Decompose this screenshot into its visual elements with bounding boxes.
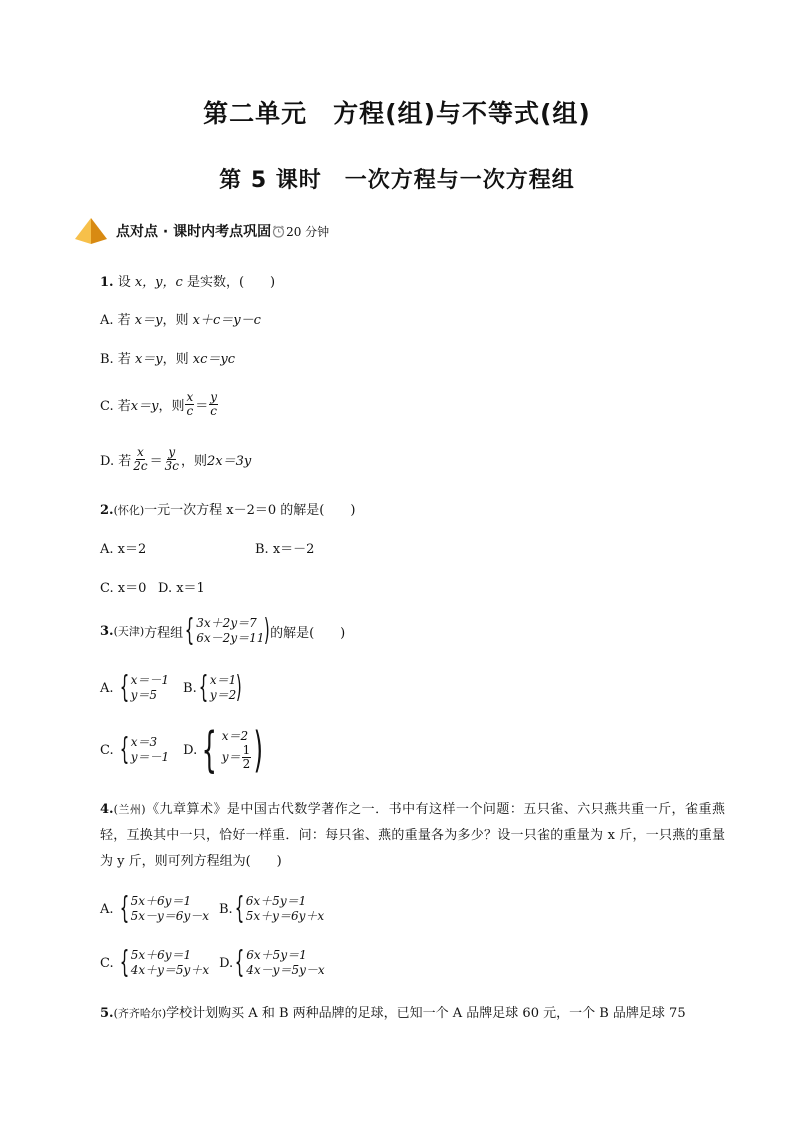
q4-d-eq1: 6x＋5y＝1	[246, 948, 307, 962]
q3-option-c: { x＝3 y＝－1	[119, 732, 170, 767]
q4-a-label: A.	[100, 901, 114, 917]
q3-c-label: C.	[100, 742, 114, 758]
q1-number: 1.	[100, 275, 114, 290]
q4-text: 《九章算术》是中国古代数学著作之一．书中有这样一个问题：五只雀、六只燕共重一斤，雀重燕轻，互换其中一只，恰好一样重．问：每只雀、燕的重量各为多少？设一只雀的重量为 x 斤，一只燕的重量为 y 斤，则可列方程组为( )	[100, 802, 725, 869]
q3-eq2: 6x－2y＝11	[196, 631, 265, 645]
q3-source: (天津)	[113, 625, 145, 638]
q1-b-result: xc＝yc	[192, 352, 236, 367]
q5-number: 5.	[100, 1006, 114, 1021]
q3-d-eq2-num: 1	[242, 743, 251, 757]
q1-stem	[100, 271, 275, 290]
q4-b-label: B.	[219, 901, 233, 917]
q3-a-eq2: y＝5	[130, 688, 158, 702]
q1-option-c	[100, 387, 219, 421]
q1-c-label: C. 若	[100, 398, 131, 414]
q2-number: 2.	[100, 503, 114, 518]
q3-options-ab	[100, 671, 242, 705]
q2-option-d: D. x＝1	[158, 581, 205, 596]
q3-c-eq2: y＝－1	[130, 750, 170, 764]
q1-d-f1-den: 2c	[133, 458, 148, 473]
q1-c-f1-num: x	[186, 389, 194, 404]
q4-source: (兰州)	[113, 803, 146, 816]
q3-d-eq2-lhs: y＝	[221, 750, 241, 764]
q1-c-mid: ，则	[158, 398, 185, 414]
q4-option-a: { 5x＋6y＝1 5x－y＝6y－x	[119, 891, 209, 926]
q4-b-eq1: 6x＋5y＝1	[245, 894, 307, 908]
q1-d-fraction-right	[164, 446, 180, 473]
q3-eq1: 3x＋2y＝7	[196, 616, 257, 630]
q4-c-eq1: 5x＋6y＝1	[130, 948, 192, 962]
q3-b-eq1: x＝1	[209, 673, 237, 687]
q5-text: 学校计划购买 A 和 B 两种品牌的足球，已知一个 A 品牌足球 60 元，一个 B 品牌足球 75	[166, 1006, 686, 1021]
q4-b-eq2: 5x＋y＝6y＋x	[245, 909, 325, 923]
q1-c-eq: ＝	[195, 398, 209, 414]
q3-c-eq1: x＝3	[130, 735, 158, 749]
q1-c-f2-num: y	[210, 389, 218, 404]
q1-d-fraction-left	[132, 446, 148, 473]
q4-stem	[100, 797, 725, 875]
q3-stem-pre: 方程组	[144, 625, 184, 641]
q4-option-d: { 6x＋5y＝1 4x－y＝5y－x	[234, 945, 325, 980]
alarm-clock-icon	[272, 225, 285, 238]
q1-a-cond: x＝y	[134, 313, 163, 328]
q3-option-d: { x＝2 y＝ $\frac{1}{2}$ )	[201, 722, 264, 778]
q1-d-mid: ，则	[180, 453, 207, 469]
q3-stem-post: 的解是( )	[270, 625, 346, 641]
q1-d-f2-num: y	[168, 444, 176, 459]
q1-option-b	[100, 348, 235, 367]
q1-a-label: A. 若	[100, 313, 135, 328]
q2-text: 一元一次方程 x－2＝0 的解是( )	[144, 503, 356, 518]
q1-a-mid: ，则	[162, 313, 193, 328]
q3-number: 3.	[100, 623, 114, 639]
q4-c-eq2: 4x＋y＝5y＋x	[130, 963, 210, 977]
q3-option-a: { x＝－1 y＝5	[119, 670, 170, 705]
q3-d-eq2-den: 2	[242, 757, 251, 771]
q1-c-f1-den: c	[186, 403, 194, 418]
q4-c-label: C.	[100, 955, 114, 971]
pyramid-icon	[74, 217, 108, 245]
q4-option-c: { 5x＋6y＝1 4x＋y＝5y＋x	[119, 945, 210, 980]
q3-b-eq2: y＝2	[209, 688, 237, 702]
q3-a-eq1: x＝－1	[130, 673, 170, 687]
q4-number: 4.	[100, 802, 114, 817]
q1-c-f2-den: c	[210, 403, 217, 418]
section-header	[74, 216, 329, 246]
q3-stem	[100, 614, 345, 648]
lesson-title: 第 5 课时 一次方程与一次方程组	[219, 168, 575, 193]
q3-system: { 3x＋2y＝7 6x－2y＝11 )	[184, 613, 271, 648]
q3-d-eq1: x＝2	[221, 729, 249, 743]
q5-stem	[100, 1002, 686, 1021]
q1-stem-post: 是实数，( )	[182, 275, 276, 290]
section-duration: 20 分钟	[286, 224, 330, 239]
section-label: 点对点 · 课时内考点巩固	[116, 224, 272, 240]
q3-options-cd	[100, 722, 265, 778]
q1-d-label: D. 若	[100, 453, 132, 469]
q4-option-b: { 6x＋5y＝1 5x＋y＝6y＋x	[234, 891, 325, 926]
q1-c-fraction-right	[209, 391, 218, 418]
q1-b-mid: ，则	[162, 352, 193, 367]
q4-d-label: D.	[219, 955, 234, 971]
q4-options-ab	[100, 892, 324, 926]
q2-source: (怀化)	[113, 504, 145, 517]
q4-options-cd	[100, 946, 325, 980]
q4-a-eq2: 5x－y＝6y－x	[130, 909, 209, 923]
q5-source: (齐齐哈尔)	[113, 1007, 167, 1020]
q4-d-eq2: 4x－y＝5y－x	[246, 963, 325, 977]
q1-d-f2-den: 3c	[164, 458, 179, 473]
unit-title: 第二单元 方程(组)与不等式(组)	[203, 99, 591, 128]
q3-a-label: A.	[100, 680, 114, 696]
q1-option-a	[100, 309, 261, 328]
q1-d-eq: ＝	[149, 453, 163, 469]
q3-b-label: B.	[183, 680, 197, 696]
q1-a-result: x＋c＝y－c	[192, 313, 261, 328]
q1-b-cond: x＝y	[134, 352, 163, 367]
q1-stem-pre: 设	[113, 275, 135, 290]
q2-stem	[100, 499, 355, 518]
q2-option-a: A. x＝2	[100, 542, 147, 557]
q1-option-d	[100, 442, 251, 476]
q1-d-f1-num: x	[137, 444, 144, 459]
q1-d-result: 2x＝3y	[206, 453, 252, 469]
q2-option-b: B. x＝－2	[255, 542, 315, 557]
q1-b-label: B. 若	[100, 352, 135, 367]
q1-c-cond: x＝y	[130, 398, 159, 414]
q4-a-eq1: 5x＋6y＝1	[130, 894, 192, 908]
q3-option-b: { x＝1 y＝2 )	[198, 670, 243, 705]
q2-option-c: C. x＝0	[100, 581, 147, 596]
q1-c-fraction-left	[185, 391, 194, 418]
q1-vars: x，y，c	[134, 275, 183, 290]
q3-d-label: D.	[183, 742, 198, 758]
